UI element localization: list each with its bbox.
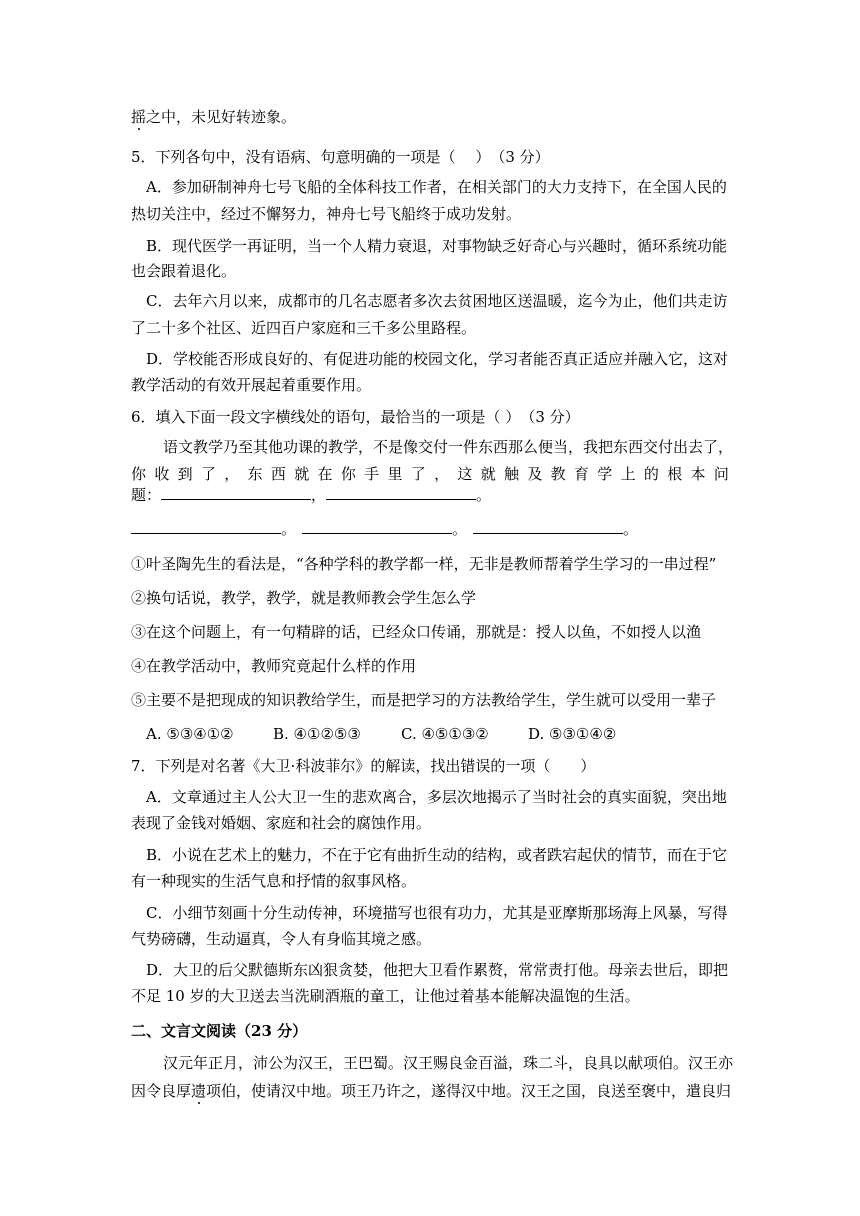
q5-option-a-line1: A．参加研制神舟七号飞船的全体科技工作者，在相关部门的大力支持下，在全国人民的 (146, 178, 727, 196)
q6-sentence-4: ④在教学活动中，教师究竟起什么样的作用 (131, 657, 417, 675)
q6-choice-a: A. ⑤③④①② (146, 725, 234, 743)
text-line: 摇之中，未见好转迹象。 (131, 108, 297, 126)
passage-char: 就 (480, 465, 496, 483)
answer-blank-2[interactable] (326, 484, 476, 500)
passage-char: 触 (504, 465, 520, 483)
classical-text-line2: 因令良厚遗项伯，使请汉中地。项王乃许之，遂得汉中地。汉王之国，良送至褒中，遣良归 (131, 1082, 732, 1100)
q7-option-d-line2: 不足 10 岁的大卫送去当洗刷酒瓶的童工，让他过着基本能解决温饱的生活。 (131, 987, 640, 1005)
q6-sentence-1: ①叶圣陶先生的看法是，“各种学科的教学都一样，无非是教师帮着学生学习的一串过程” (131, 555, 717, 573)
passage-char: 本 (690, 465, 706, 483)
passage-char: 你 (131, 465, 147, 483)
question-6-stem: 6．填入下面一段文字横线处的语句，最恰当的一项是（ ） （3 分） (131, 408, 580, 426)
answer-blank-3[interactable] (131, 518, 281, 534)
passage-char: 手 (364, 465, 380, 483)
q7-option-a-line2: 表现了金钱对婚姻、家庭和社会的腐蚀作用。 (131, 814, 432, 832)
emphasis-dot-char: 摇 (131, 108, 147, 126)
answer-blank-4[interactable] (302, 518, 452, 534)
q7-option-b-line2: 有一种现实的生活气息和抒情的叙事风格。 (131, 872, 417, 890)
passage-char: 上 (620, 465, 636, 483)
q7-option-a-line1: A．文章通过主人公大卫一生的悲欢离合，多层次地揭示了当时社会的真实面貌，突出地 (146, 788, 727, 806)
passage-char: 东 (247, 465, 263, 483)
emphasis-dot-char: 遗 (191, 1082, 207, 1100)
passage-char: 到 (177, 465, 193, 483)
q7-option-b-line1: B．小说在艺术上的魅力，不在于它有曲折生动的结构，或者跌宕起伏的情节，而在于它 (146, 846, 728, 864)
passage-char: 及 (527, 465, 543, 483)
question-7-stem: 7．下列是对名著《大卫·科波菲尔》的解读，找出错误的一项（ ） (131, 757, 596, 775)
q7-option-c-line2: 气势磅礴，生动逼真，令人有身临其境之感。 (131, 930, 432, 948)
passage-char: 在 (317, 465, 333, 483)
passage-char: 里 (387, 465, 403, 483)
q5-option-d-line2: 教学活动的有效开展起着重要作用。 (131, 376, 372, 394)
passage-char: 这 (457, 465, 473, 483)
classical-text-line1: 汉元年正月，沛公为汉王，王巴蜀。汉王赐良金百溢，珠二斗，良具以献项伯。汉王亦 (163, 1054, 734, 1072)
passage-char: 学 (597, 465, 613, 483)
q5-option-b-line1: B．现代医学一再证明，当一个人精力衰退，对事物缺乏好奇心与兴趣时，循环系统功能 (146, 237, 728, 255)
passage-char: 西 (270, 465, 286, 483)
q7-option-d-line1: D．大卫的后父默德斯东凶狠贪婪，他把大卫看作累赘，常常责打他。母亲去世后，即把 (146, 961, 729, 979)
passage-char: 了 (410, 465, 426, 483)
passage-char: 育 (573, 465, 589, 483)
question-5-stem: 5．下列各句中，没有语病、句意明确的一项是（ ） （3 分） (131, 148, 550, 166)
passage-char: 你 (340, 465, 356, 483)
passage-char: 的 (643, 465, 659, 483)
passage-char: 根 (667, 465, 683, 483)
q6-choice-b: B. ④①②⑤③ (273, 725, 361, 743)
passage-char: 收 (154, 465, 170, 483)
q5-option-d-line1: D．学校能否形成良好的、有促进功能的校园文化，学习者能否真正适应并融入它，这对 (146, 350, 729, 368)
q6-choice-d: D. ⑤③①④② (528, 725, 617, 743)
q7-option-c-line1: C．小细节刻画十分生动传神，环境描写也很有功力，尤其是亚摩斯那场海上风暴，写得 (146, 904, 728, 922)
q5-option-b-line2: 也会跟着退化。 (131, 262, 237, 280)
passage-char: 问 (713, 465, 729, 483)
answer-blank-1[interactable] (161, 484, 311, 500)
q6-sentence-3: ③在这个问题上，有一句精辟的话，已经众口传诵，那就是：授人以鱼，不如授人以渔 (131, 623, 702, 641)
answer-blank-5[interactable] (473, 518, 623, 534)
q6-passage-line2 (131, 464, 729, 484)
q5-option-a-line2: 热切关注中，经过不懈努力，神舟七号飞船终于成功发射。 (131, 205, 522, 223)
section-2-heading: 二、文言文阅读（23 分） (131, 1022, 308, 1040)
passage-char: 教 (550, 465, 566, 483)
passage-char: 就 (294, 465, 310, 483)
q5-option-c-line1: C．去年六月以来，成都市的几名志愿者多次去贫困地区送温暖，迄今为止，他们共走访 (146, 292, 728, 310)
passage-char: ， (224, 465, 240, 483)
passage-char: 了 (200, 465, 216, 483)
q6-passage-line3: 题： ， 。 (131, 486, 492, 504)
q5-option-c-line2: 了二十多个社区、近四百户家庭和三千多公里路程。 (131, 319, 477, 337)
q6-passage-line1: 语文教学乃至其他功课的教学，不是像交付一件东西那么便当，我把东西交付出去了， (163, 438, 734, 456)
q6-sentence-5: ⑤主要不是把现成的知识教给学生，而是把学习的方法教给学生，学生就可以受用一辈子 (131, 691, 717, 709)
q6-choices (146, 724, 616, 744)
q6-choice-c: C. ④⑤①③② (401, 725, 489, 743)
q6-sentence-2: ②换句话说，教学，教学，就是教师教会学生怎么学 (131, 589, 477, 607)
q6-blank-line: 。 。 。 (131, 518, 638, 539)
passage-char: ， (434, 465, 450, 483)
